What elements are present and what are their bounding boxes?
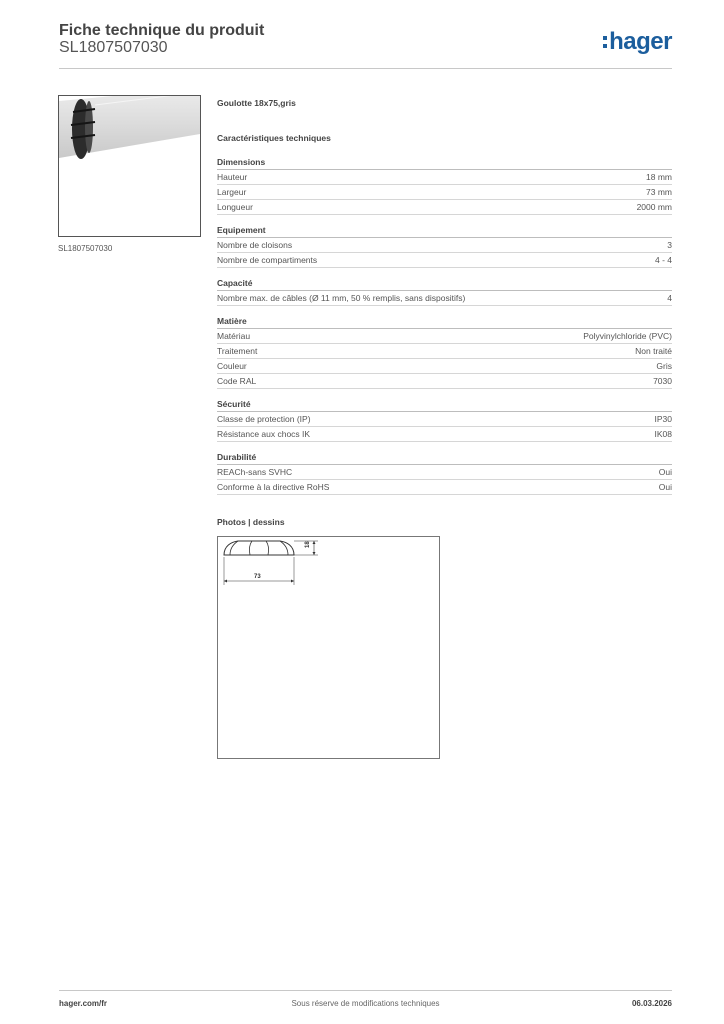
spec-label: Hauteur (217, 172, 248, 182)
spec-row (217, 427, 672, 442)
spec-value: 18 mm (646, 172, 672, 182)
footer-date: 06.03.2026 (631, 999, 672, 1008)
spec-row (217, 185, 672, 200)
section-capacite (217, 277, 672, 306)
spec-row (217, 291, 672, 306)
spec-panel (217, 96, 672, 504)
spec-row (217, 238, 672, 253)
page-header (59, 22, 672, 69)
spec-value: 4 (667, 293, 672, 303)
spec-row (217, 359, 672, 374)
spec-value: 4 - 4 (654, 255, 672, 265)
section-dimensions (217, 156, 672, 215)
product-name: Goulotte 18x75,gris (217, 98, 296, 108)
spec-row (217, 374, 672, 389)
logo-dots-icon (603, 30, 607, 54)
cable-duct-illustration (59, 96, 200, 236)
section-title: Sécurité (217, 398, 672, 412)
spec-row (217, 329, 672, 344)
section-title: Durabilité (217, 451, 672, 465)
section-title: Matière (217, 315, 672, 329)
spec-label: Largeur (217, 187, 247, 197)
spec-label: Matériau (217, 331, 251, 341)
spec-label: REACh-sans SVHC (217, 467, 293, 477)
spec-row (217, 465, 672, 480)
spec-value: 73 mm (646, 187, 672, 197)
spec-value: Non traité (635, 346, 672, 356)
spec-value: Oui (658, 482, 672, 492)
spec-label: Traitement (217, 346, 258, 356)
spec-label: Classe de protection (IP) (217, 414, 311, 424)
spec-row (217, 480, 672, 495)
spec-label: Nombre max. de câbles (Ø 11 mm, 50 % remplis, sans dispositifs) (217, 293, 466, 303)
footer-website-link[interactable]: hager.com/fr (59, 999, 108, 1008)
page-footer (59, 990, 672, 1021)
spec-value: 3 (667, 240, 672, 250)
spec-label: Nombre de compartiments (217, 255, 318, 265)
section-title: Dimensions (217, 156, 672, 170)
section-durabilite (217, 451, 672, 495)
tech-heading: Caractéristiques techniques (217, 133, 331, 143)
spec-value: Gris (656, 361, 672, 371)
spec-value: Oui (658, 467, 672, 477)
cross-section-drawing (218, 537, 439, 758)
spec-row (217, 412, 672, 427)
section-equipement (217, 224, 672, 268)
spec-label: Nombre de cloisons (217, 240, 293, 250)
section-matiere (217, 315, 672, 389)
section-title: Equipement (217, 224, 672, 238)
spec-value: IK08 (654, 429, 672, 439)
spec-row (217, 344, 672, 359)
spec-label: Conforme à la directive RoHS (217, 482, 330, 492)
spec-value: 2000 mm (636, 202, 672, 212)
drawing-width-label: 73 (254, 574, 261, 580)
spec-value: 7030 (653, 376, 672, 386)
spec-row (217, 253, 672, 268)
footer-disclaimer: Sous réserve de modifications techniques (291, 999, 440, 1008)
hager-logo[interactable] (603, 28, 672, 56)
page-title: Fiche technique du produit (59, 22, 265, 39)
photos-heading: Photos | dessins (217, 517, 285, 527)
image-caption: SL1807507030 (58, 244, 113, 253)
drawing-height-label: 18 (305, 541, 311, 548)
section-title: Capacité (217, 277, 672, 291)
logo-text: hager (609, 28, 672, 55)
spec-label: Résistance aux chocs IK (217, 429, 311, 439)
spec-value: IP30 (654, 414, 672, 424)
spec-row (217, 170, 672, 185)
spec-value: Polyvinylchloride (PVC) (583, 331, 672, 341)
section-securite (217, 398, 672, 442)
product-reference: SL1807507030 (59, 39, 168, 56)
spec-label: Longueur (217, 202, 253, 212)
product-image (58, 95, 201, 237)
technical-drawing (217, 536, 440, 759)
spec-row (217, 200, 672, 215)
spec-label: Couleur (217, 361, 247, 371)
spec-label: Code RAL (217, 376, 257, 386)
